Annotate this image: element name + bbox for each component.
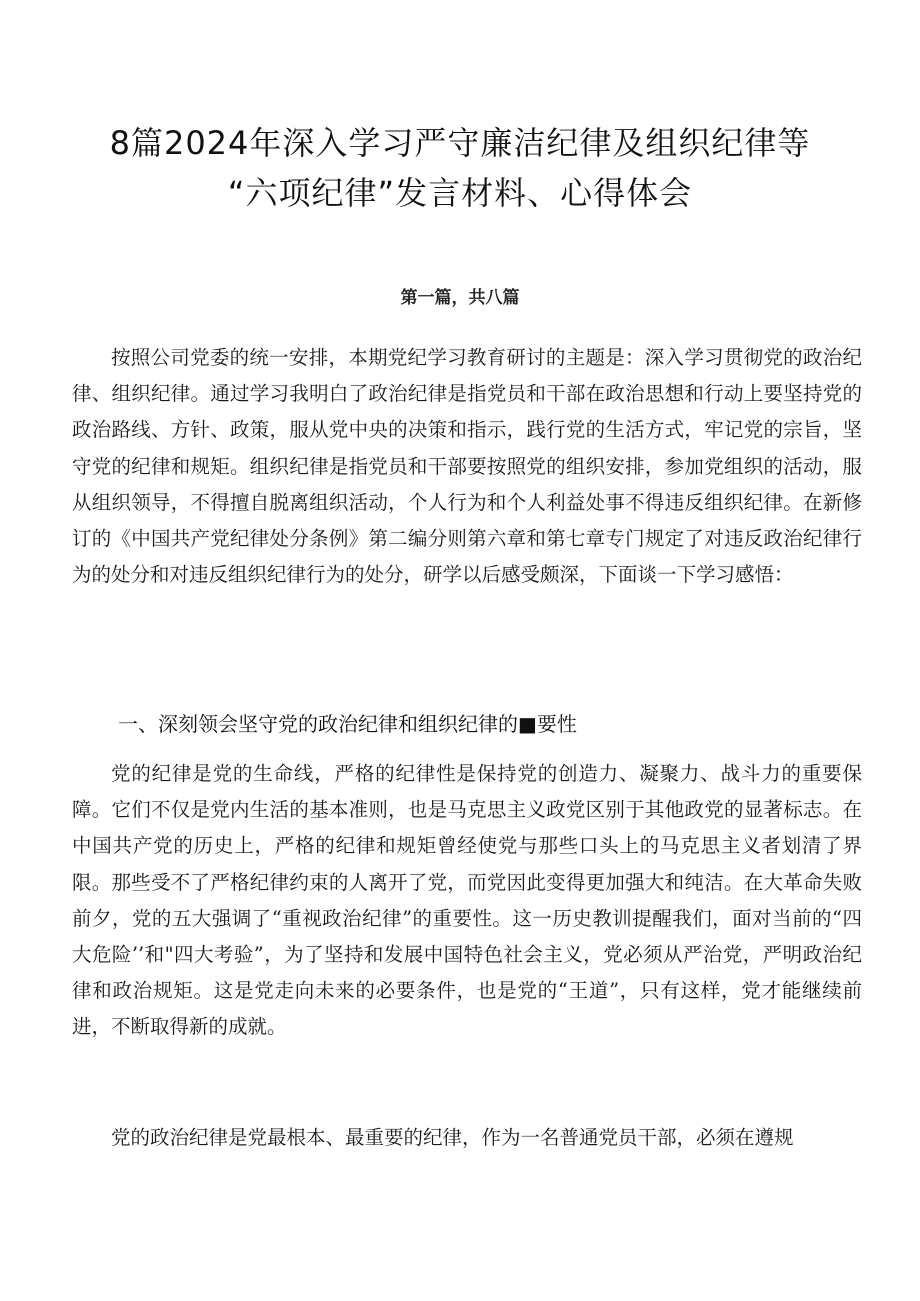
title-line-2: “六项纪律”发言材料、心得体会 (227, 174, 693, 212)
body-paragraph: 按照公司党委的统一安排，本期党纪学习教育研讨的主题是：深入学习贯彻党的政治纪律、组织纪律。通过学习我明白了政治纪律是指党员和干部在政治思想和行动上要坚持党的政治路线、方针、政策，服从党中央的决策和指示，践行党的生活方式，牢记党的宗旨，坚守党的纪律和规矩。组织纪律是指党员和干部要按照党的组织安排，参加党组织的活动，服从组织领导，不得擅自脱离组织活动，个人行为和个人利益处事不得违反组织纪律。在新修订的《中国共产党纪律处分条例》第二编分则第六章和第七章专门规定了对违反政治纪律行为的处分和对违反组织纪律行为的处分，研学以后感受颇深，下面谈一下学习感悟： (72, 346, 862, 587)
section-heading: 一、深刻领会坚守党的政治纪律和组织纪律的■要性 (118, 712, 577, 736)
body-paragraph: 党的纪律是党的生命线，严格的纪律性是保持党的创造力、凝聚力、战斗力的重要保障。它们不仅是党内生活的基本准则，也是马克思主义政党区别于其他政党的显著标志。在中国共产党的历史上，严格的纪律和规矩曾经使党与那些口头上的马克思主义者划清了界限。那些受不了严格纪律约束的人离开了党，而党因此变得更加强大和纯洁。在大革命失败前夕，党的五大强调了“重视政治纪律”的重要性。这一历史教训提醒我们，面对当前的“四大危险’’和"四大考验”，为了坚持和发展中国特色社会主义，党必须从严治党，严明政治纪律和政治规矩。这是党走向未来的必要条件，也是党的“王道”，只有这样，党才能继续前进，不断取得新的成就。 (72, 762, 862, 1039)
title-line-1: 8篇2024年深入学习严守廉洁纪律及组织纪律等 (109, 124, 811, 162)
part-label: 第一篇，共八篇 (400, 288, 520, 308)
document-title (60, 118, 860, 218)
body-paragraph: 党的政治纪律是党最根本、最重要的纪律，作为一名普通党员干部，必须在遵规 (111, 1126, 794, 1149)
